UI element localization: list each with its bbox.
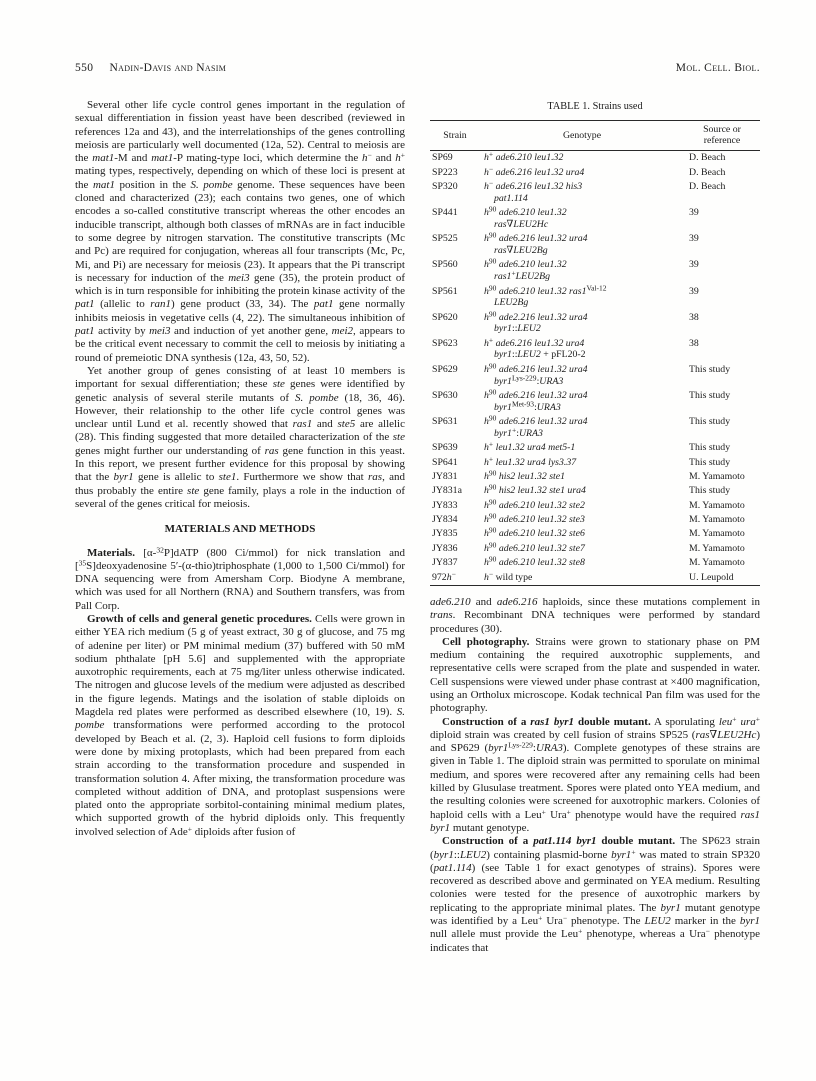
strain-row [430,180,760,206]
strain-name-cell: SP441 [432,207,458,219]
strain-row [430,455,760,469]
strain-name-cell: SP223 [432,166,458,178]
genotype-cell: h− wild type [484,569,533,583]
strain-row [430,571,760,586]
strain-name-cell: SP623 [432,337,458,349]
source-cell: This study [689,485,731,497]
strain-name-cell: 972h− [432,569,456,583]
source-cell: M. Yamamoto [689,470,745,482]
genotype-cell: h− ade6.216 leu1.32 his3 pat1.114 [484,178,583,204]
source-cell: 39 [689,233,699,245]
strain-row [430,258,760,284]
genotype-cell: $h^{90}$ ade6.210 leu1.32 ste7 [484,540,585,554]
genotype-cell: $h^{90}$ ade6.210 leu1.32 $ras1^{Val-12}$ LEU2Bg [484,283,607,309]
strain-name-cell: SP69 [432,152,453,164]
genotype-cell: $h^{90}$ ade6.210 leu1.32 ras∇LEU2Hc [484,204,567,230]
source-cell: M. Yamamoto [689,542,745,554]
source-cell: This study [689,442,731,454]
source-cell: 39 [689,285,699,297]
strain-name-cell: JY831 [432,470,458,482]
strain-row [430,206,760,232]
source-cell: M. Yamamoto [689,528,745,540]
strain-row [430,499,760,513]
genotype-cell: $h^{90}$ ade6.216 leu1.32 ura4 $byr1^{Met-93}:URA3$ [484,387,588,413]
journal-name: Mol. Cell. Biol. [675,62,760,74]
genotype-cell: h− ade6.216 leu1.32 ura4 [484,164,585,178]
paragraph: Several other life cycle control genes important in the regulation of sexual differentiation in fission yeast have been described (reviewed in references 12a and 43), and the interrelationships of the genes controlling meiosis are particularly well documented (12a, 52). Central to meiosis are the mat1-M and mat1-P mating-type loci, which determine the h− and h+ mating types, respectively, depending on which of these loci is present at the mat1 position in the S. pombe genome. These sequences have been cloned and characterized (23); each contains two genes, one of which encodes a so-called constitutive transcript whereas the other encodes an inducible transcript, although both classes of mRNAs are in fact inducible to some degree by nitrogen starvation. The constitutive transcripts (Mc and Pc) are required for conjugation, whereas all four transcripts (Mc, Pc, Mi, and Pi) are necessary for meiosis (23). It appears that the Pi transcript is necessary for induction of the mei3 gene (35), the protein product of which is in turn responsible for inhibiting the protein kinase activity of the pat1 (allelic to ran1) gene product (33, 34). The pat1 gene normally inhibits meiosis in vegetative cells (4, 22). The simultaneous inhibition of pat1 activity by mei3 and induction of yet another gene, mei2, appears to be the critical event necessary to commit the cell to meiosis by initiating a round of premeiotic DNA synthesis (12a, 43, 50, 52). [75,99,406,364]
strain-row [430,415,760,441]
paragraph: Yet another group of genes consisting of at least 10 members is important for sexual differentiation; these ste genes were identified by genetic analysis of several sterile mutants of S. pombe (18, 36, 46). However, their relationship to the other life cycle control genes was unclear until Lund et al. recently showed that ras1 and ste5 are allelic (28). This finding suggested that more detailed characterization of the ste genes might further our understanding of ras gene function in this yeast. In this report, we present further evidence for this proposal by showing that the byr1 gene is allelic to ste1. Furthermore we show that ras, and thus probably the entire ste gene family, plays a role in the induction of several of the genes critical for meiosis. [75,364,406,510]
source-cell: D. Beach [689,166,726,178]
source-cell: 39 [689,207,699,219]
paragraph: Cell photography. Strains were grown to stationary phase on PM medium containing the required auxotrophic supplements, and representative cells were scraped from the plate and suspended in water. Cell suspensions were viewed under phase contrast at ×400 magnification, using an Ortholux microscope. Kodak technical Pan film was used for the photography. [430,635,760,715]
strain-name-cell: SP320 [432,181,458,193]
strains-table [430,120,760,586]
genotype-cell: $h^{90}$ ade6.210 leu1.32 ste3 [484,511,585,526]
section-heading: MATERIALS AND METHODS [164,523,316,536]
strain-name-cell: JY835 [432,528,458,540]
genotype-cell: $h^{90}$ ade6.210 leu1.32 ras1+LEU2Bg [484,256,567,283]
strain-name-cell: SP631 [432,416,458,428]
two-column-body [75,99,760,955]
col-header-source: Source or reference [684,121,760,151]
col-header-genotype: Genotype [480,121,684,151]
col-header-strain: Strain [430,121,480,151]
strain-row [430,284,760,310]
strain-row [430,556,760,570]
strain-name-cell: SP561 [432,285,458,297]
strain-name-cell: SP560 [432,259,458,271]
genotype-cell: h+ leu1.32 ura4 lys3.37 [484,454,577,468]
strain-row [430,311,760,337]
source-cell: M. Yamamoto [689,557,745,569]
page-number: 550 [75,62,94,74]
strain-name-cell: JY831a [432,485,462,497]
paragraph: ade6.210 and ade6.216 haploids, since these mutations complement in trans. Recombinant DNA techniques were performed by standard procedures (30). [430,595,760,635]
strain-row [430,151,760,166]
genotype-cell: $h^{90}$ ade2.216 leu1.32 ura4 byr1::LEU2 [484,309,588,335]
source-cell: This study [689,363,731,375]
table-header-row [430,121,760,151]
table-title: TABLE 1. Strains used [547,101,643,112]
strain-row [430,441,760,455]
source-cell: 39 [689,259,699,271]
strain-name-cell: JY836 [432,542,458,554]
strain-row [430,389,760,415]
strain-row [430,166,760,180]
paragraph: Construction of a pat1.114 byr1 double mutant. The SP623 strain (byr1::LEU2) containing plasmid-borne byr1+ was mated to strain SP320 (pat1.114) (see Table 1 for exact genotypes of strains). Spores were recovered as described above and germinated on YEA medium. Resulting colonies were tested for the presence of auxotrophic markers by replicating to the appropriate minimal plates. The byr1 mutant genotype was identified by a Leu+ Ura− phenotype. The LEU2 marker in the byr1 null allele must provide the Leu+ phenotype, whereas a Ura− phenotype indicates that [430,835,761,954]
running-head-left [75,62,226,74]
paragraph: Growth of cells and general genetic procedures. Cells were grown in either YEA rich medium (5 g of yeast extract, 30 g of glucose, and 75 mg of adenine per liter) or PM minimal medium (37) buffered with 50 mM sodium phthalate [pH 5.6] and supplemented with the appropriate auxotrophic requirements, each at 75 mg/liter unless otherwise indicated. The nitrogen and glucose levels of the medium were adjusted as described in the figure legends. Matings and the isolation of stable diploids on Magdela red plates were performed as described elsewhere (10, 19). S. pombe transformations were performed according to the protocol developed by Beach et al. (2, 3). Haploid cell fusions to form diploids were done by mixing protoplasts, which had been prepared from each strain according to the transformation procedure and suspended in transformation solution 4. After mixing, the transformation procedure was completed without addition of DNA, and protoplast suspensions were plated onto the appropriate sorbitol-containing minimal medium plates, which supported growth of the hybrid diploids only. This frequently involved selection of Ade+ diploids after fusion of [75,612,405,838]
genotype-cell: h+ ade6.216 leu1.32 ura4 byr1::LEU2 + pFL20-2 [484,335,586,361]
strain-name-cell: JY837 [432,557,458,569]
strains-table-body [430,151,760,586]
genotype-cell: $h^{90}$ ade6.216 leu1.32 ura4 ras∇LEU2Bg [484,230,588,257]
right-column-text [430,596,760,955]
genotype-cell: $h^{90}$ ade6.210 leu1.32 ste6 [484,525,585,540]
strain-row [430,363,760,389]
strain-row [430,513,760,527]
strain-name-cell: SP525 [432,233,458,245]
strain-name-cell: SP620 [432,311,458,323]
genotype-cell: $h^{90}$ his2 leu1.32 ste1 [484,468,565,482]
source-cell: M. Yamamoto [689,499,745,511]
source-cell: 38 [689,311,699,323]
paragraph: Construction of a ras1 byr1 double mutant. A sporulating leu+ ura+ diploid strain was created by cell fusion of strains SP525 (ras∇LEU2Hc) and SP629 $(byr1^{Lys-229}:URA3)$. Complete genotypes of these strains are given in Table 1. The diploid strain was permitted to sporulate on minimal medium, and spores were recovered after any remaining cells had been killed by Glusulase treatment. Spores were plated onto YEA medium, and the resulting colonies were screened for auxotrophic markers. Colonies of haploid cells with a Leu+ Ura+ phenotype would have the required ras1 byr1 mutant genotype. [430,714,760,834]
strain-row [430,337,760,363]
source-cell: This study [689,456,731,468]
strain-row [430,232,760,258]
genotype-cell: h+ ade6.210 leu1.32 [484,149,564,164]
genotype-cell: $h^{90}$ ade6.210 leu1.32 ste2 [484,497,585,511]
source-cell: This study [689,389,731,401]
strain-name-cell: SP629 [432,363,458,375]
strain-row [430,542,760,556]
strain-row [430,484,760,498]
right-column [430,99,760,955]
genotype-cell: $h^{90}$ ade6.216 leu1.32 ura4 byr1+:URA3 [484,413,588,439]
strain-name-cell: SP641 [432,456,458,468]
running-authors: Nadin-Davis and Nasim [109,62,227,74]
strain-row [430,470,760,484]
strain-name-cell: JY833 [432,499,458,511]
genotype-cell: h+ leu1.32 ura4 met5-1 [484,439,576,454]
source-cell: U. Leupold [689,571,734,583]
source-cell: This study [689,416,731,428]
strain-name-cell: SP630 [432,389,458,401]
paragraph: Materials. [α-$^{32}$P]dATP (800 Ci/mmol) for nick translation and [$^{35}$S]deoxyadenosine 5′-(α-thio)triphosphate (1,000 to 1,500 Ci/mmol) for DNA sequencing were from Amersham Corp. Biodyne A membrane, which was used for all Northern (RNA) and Southern transfers, was from Pall Corp. [75,545,405,612]
genotype-cell: $h^{90}$ ade6.210 leu1.32 ste8 [484,554,585,569]
genotype-cell: $h^{90}$ his2 leu1.32 ste1 ura4 [484,482,586,497]
strain-name-cell: SP639 [432,442,458,454]
source-cell: D. Beach [689,152,726,164]
source-cell: 38 [689,337,699,349]
strain-row [430,527,760,541]
left-column [75,99,405,955]
genotype-cell: $h^{90}$ ade6.216 leu1.32 ura4 $byr1^{Lys-229}:URA3$ [484,361,588,387]
running-head [75,62,760,74]
source-cell: D. Beach [689,181,726,193]
strain-name-cell: JY834 [432,514,458,526]
source-cell: M. Yamamoto [689,514,745,526]
strains-table-block [430,100,760,586]
